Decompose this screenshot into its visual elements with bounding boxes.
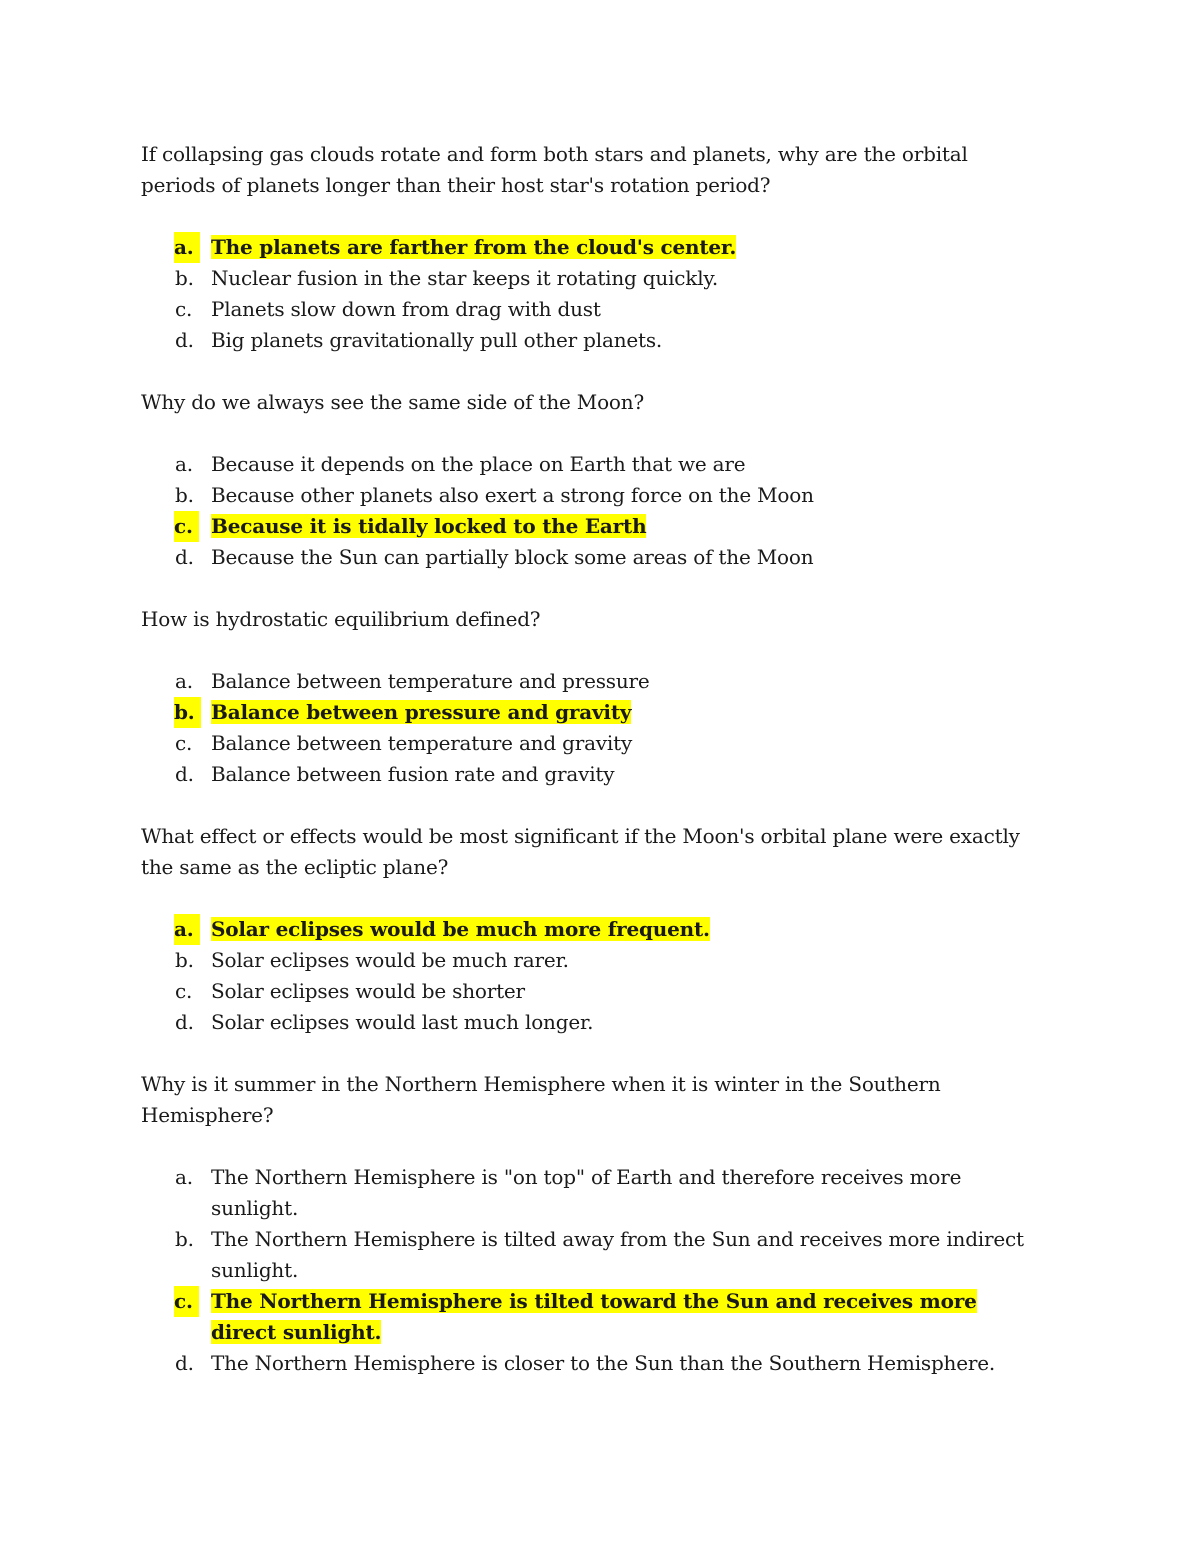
- answer-option: [141, 480, 1041, 511]
- answer-options: [141, 666, 1041, 790]
- option-letter: a.: [175, 669, 193, 693]
- option-letter: b.: [175, 483, 194, 507]
- option-text: Because it is tidally locked to the Earth: [211, 514, 647, 538]
- option-text: Planets slow down from drag with dust: [211, 297, 601, 321]
- option-text: Because the Sun can partially block some areas of the Moon: [211, 545, 814, 569]
- option-text: Balance between fusion rate and gravity: [211, 762, 615, 786]
- option-letter: b.: [175, 948, 194, 972]
- option-letter: d.: [175, 1010, 194, 1034]
- option-letter: a.: [174, 232, 200, 263]
- option-letter: d.: [175, 1351, 194, 1375]
- question-block-4: [141, 821, 1041, 1038]
- option-letter: c.: [174, 511, 199, 542]
- answer-options: [141, 232, 1041, 356]
- answer-option-correct: [141, 232, 1041, 263]
- answer-option: [141, 945, 1041, 976]
- question-text: Why is it summer in the Northern Hemisphere when it is winter in the Southern Hemisphere?: [141, 1072, 941, 1127]
- answer-options: [141, 1162, 1041, 1379]
- question-block-2: [141, 387, 1041, 573]
- option-text: Solar eclipses would be much rarer.: [211, 948, 569, 972]
- answer-option: [141, 325, 1041, 356]
- option-letter: a.: [174, 914, 200, 945]
- option-letter: c.: [174, 1286, 199, 1317]
- answer-options: [141, 449, 1041, 573]
- answer-option: [141, 1224, 1041, 1286]
- option-letter: c.: [175, 731, 193, 755]
- answer-options: [141, 914, 1041, 1038]
- option-letter: d.: [175, 545, 194, 569]
- answer-option-correct: [141, 697, 1041, 728]
- option-text: Solar eclipses would be much more frequent.: [211, 917, 710, 941]
- answer-option: [141, 542, 1041, 573]
- option-text: Because other planets also exert a strong force on the Moon: [211, 483, 814, 507]
- answer-option: [141, 666, 1041, 697]
- question-text: Why do we always see the same side of the Moon?: [141, 390, 644, 414]
- option-text: Solar eclipses would be shorter: [211, 979, 525, 1003]
- option-text: Big planets gravitationally pull other planets.: [211, 328, 663, 352]
- option-text: Nuclear fusion in the star keeps it rotating quickly.: [211, 266, 719, 290]
- question-block-3: [141, 604, 1041, 790]
- answer-option: [141, 294, 1041, 325]
- option-text: The Northern Hemisphere is tilted toward the Sun and receives more direct sunlight.: [211, 1289, 977, 1344]
- answer-option-correct: [141, 914, 1041, 945]
- answer-option: [141, 1162, 1041, 1224]
- option-letter: c.: [175, 979, 193, 1003]
- option-letter: d.: [175, 328, 194, 352]
- option-letter: b.: [175, 1227, 194, 1251]
- answer-option: [141, 728, 1041, 759]
- option-text: Balance between pressure and gravity: [211, 700, 632, 724]
- question-block-5: [141, 1069, 1041, 1379]
- answer-option-correct: [141, 511, 1041, 542]
- option-text: Solar eclipses would last much longer.: [211, 1010, 594, 1034]
- answer-option: [141, 449, 1041, 480]
- option-text: Balance between temperature and pressure: [211, 669, 650, 693]
- answer-option: [141, 1348, 1041, 1379]
- option-text: The planets are farther from the cloud's center.: [211, 235, 737, 259]
- question-text: What effect or effects would be most significant if the Moon's orbital plane were exactly the same as the ecliptic plane?: [141, 824, 1020, 879]
- answer-option: [141, 263, 1041, 294]
- option-text: The Northern Hemisphere is closer to the Sun than the Southern Hemisphere.: [211, 1351, 996, 1375]
- option-text: Balance between temperature and gravity: [211, 731, 633, 755]
- question-text: How is hydrostatic equilibrium defined?: [141, 607, 541, 631]
- option-text: Because it depends on the place on Earth that we are: [211, 452, 746, 476]
- option-letter: d.: [175, 762, 194, 786]
- question-block-1: [141, 139, 1041, 356]
- question-text: If collapsing gas clouds rotate and form both stars and planets, why are the orbital periods of planets longer than their host star's rotation period?: [141, 142, 968, 197]
- option-letter: c.: [175, 297, 193, 321]
- option-letter: a.: [175, 452, 193, 476]
- answer-option: [141, 759, 1041, 790]
- answer-option: [141, 976, 1041, 1007]
- document-page: [141, 139, 1041, 1410]
- option-letter: a.: [175, 1165, 193, 1189]
- option-letter: b.: [175, 266, 194, 290]
- answer-option: [141, 1007, 1041, 1038]
- option-text: The Northern Hemisphere is tilted away from the Sun and receives more indirect sunlight.: [211, 1227, 1024, 1282]
- option-text: The Northern Hemisphere is "on top" of Earth and therefore receives more sunlight.: [211, 1165, 962, 1220]
- option-letter: b.: [174, 697, 201, 728]
- answer-option-correct: [141, 1286, 1041, 1348]
